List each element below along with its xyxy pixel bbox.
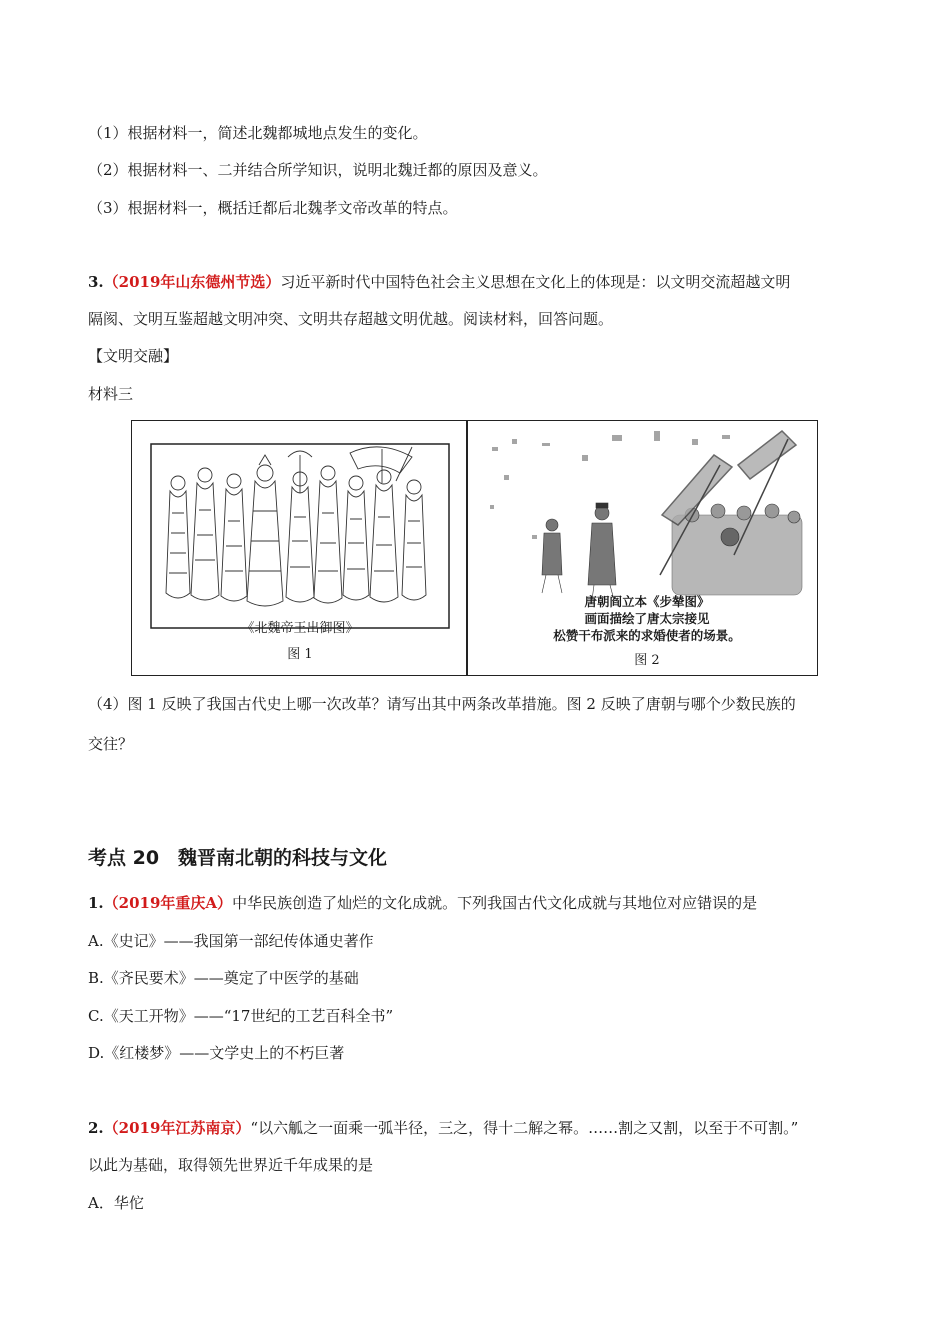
s20-q1-option-c: C.《天工开物》——“17世纪的工艺百科全书” — [88, 1007, 394, 1025]
figure-divider — [466, 421, 468, 675]
q3-source: （2019年山东德州节选） — [103, 273, 281, 291]
fig1-label: 图 1 — [287, 647, 313, 662]
q3-stem-line2: 隔阂、文明互鉴超越文明冲突、文明共存超越文明优越。阅读材料，回答问题。 — [88, 310, 614, 328]
q3-sub4-line1: （4）图 1 反映了我国古代史上哪一次改革？请写出其中两条改革措施。图 2 反映了唐朝与哪个少数民族的 — [88, 695, 796, 713]
s20-q1-option-b: B.《齐民要术》——奠定了中医学的基础 — [88, 969, 359, 987]
s20-q2-text: “以六觚之一面乘一弧半径，三之，得十二解之幂。……割之又割，以至于不可割。” — [250, 1119, 799, 1137]
s20-q1-option-a: A.《史记》——我国第一部纪传体通史著作 — [88, 932, 374, 950]
fig2-text-line3: 松赞干布派来的求婚使者的场景。 — [553, 628, 741, 643]
fig2-illustration — [482, 425, 812, 605]
s20-q1-number: 1. — [88, 894, 104, 912]
q3-figure — [131, 420, 818, 676]
q3-section-label: 【文明交融】 — [88, 347, 179, 365]
s20-q1-stem — [88, 893, 757, 913]
s20-q2-stem-line2: 以此为基础，取得领先世界近千年成果的是 — [88, 1156, 374, 1174]
section-heading: 考点 20 魏晋南北朝的科技与文化 — [88, 847, 388, 869]
s20-q2-number: 2. — [88, 1119, 104, 1137]
s20-q2-source: （2019年江苏南京） — [103, 1119, 251, 1137]
fig1-illustration — [150, 443, 450, 629]
question-sub-1: （1）根据材料一，简述北魏都城地点发生的变化。 — [88, 124, 428, 142]
s20-q1-option-d: D.《红楼梦》——文学史上的不朽巨著 — [88, 1044, 345, 1062]
q3-stem-line1 — [88, 272, 790, 292]
s20-q1-text: 中华民族创造了灿烂的文化成就。下列我国古代文化成就与其地位对应错误的是 — [232, 894, 758, 912]
q3-sub4-line2: 交往？ — [88, 735, 134, 753]
s20-q2-stem-line1 — [88, 1118, 798, 1138]
fig2-label: 图 2 — [634, 653, 660, 668]
q3-number: 3. — [88, 273, 104, 291]
s20-q1-source: （2019年重庆A） — [103, 894, 233, 912]
fig1-title: 《北魏帝王出御图》 — [241, 621, 359, 636]
q3-material-label: 材料三 — [88, 385, 134, 403]
fig2-description — [482, 593, 812, 644]
s20-q2-option-a: A．华佗 — [88, 1194, 144, 1212]
fig2-text-line1: 唐朝阎立本《步辇图》 — [584, 594, 710, 609]
question-sub-3: （3）根据材料一，概括迁都后北魏孝文帝改革的特点。 — [88, 199, 458, 217]
fig2-text-line2: 画面描绘了唐太宗接见 — [584, 611, 710, 626]
question-sub-2: （2）根据材料一、二并结合所学知识，说明北魏迁都的原因及意义。 — [88, 161, 548, 179]
q3-stem-text: 习近平新时代中国特色社会主义思想在文化上的体现是：以文明交流超越文明 — [280, 273, 791, 291]
